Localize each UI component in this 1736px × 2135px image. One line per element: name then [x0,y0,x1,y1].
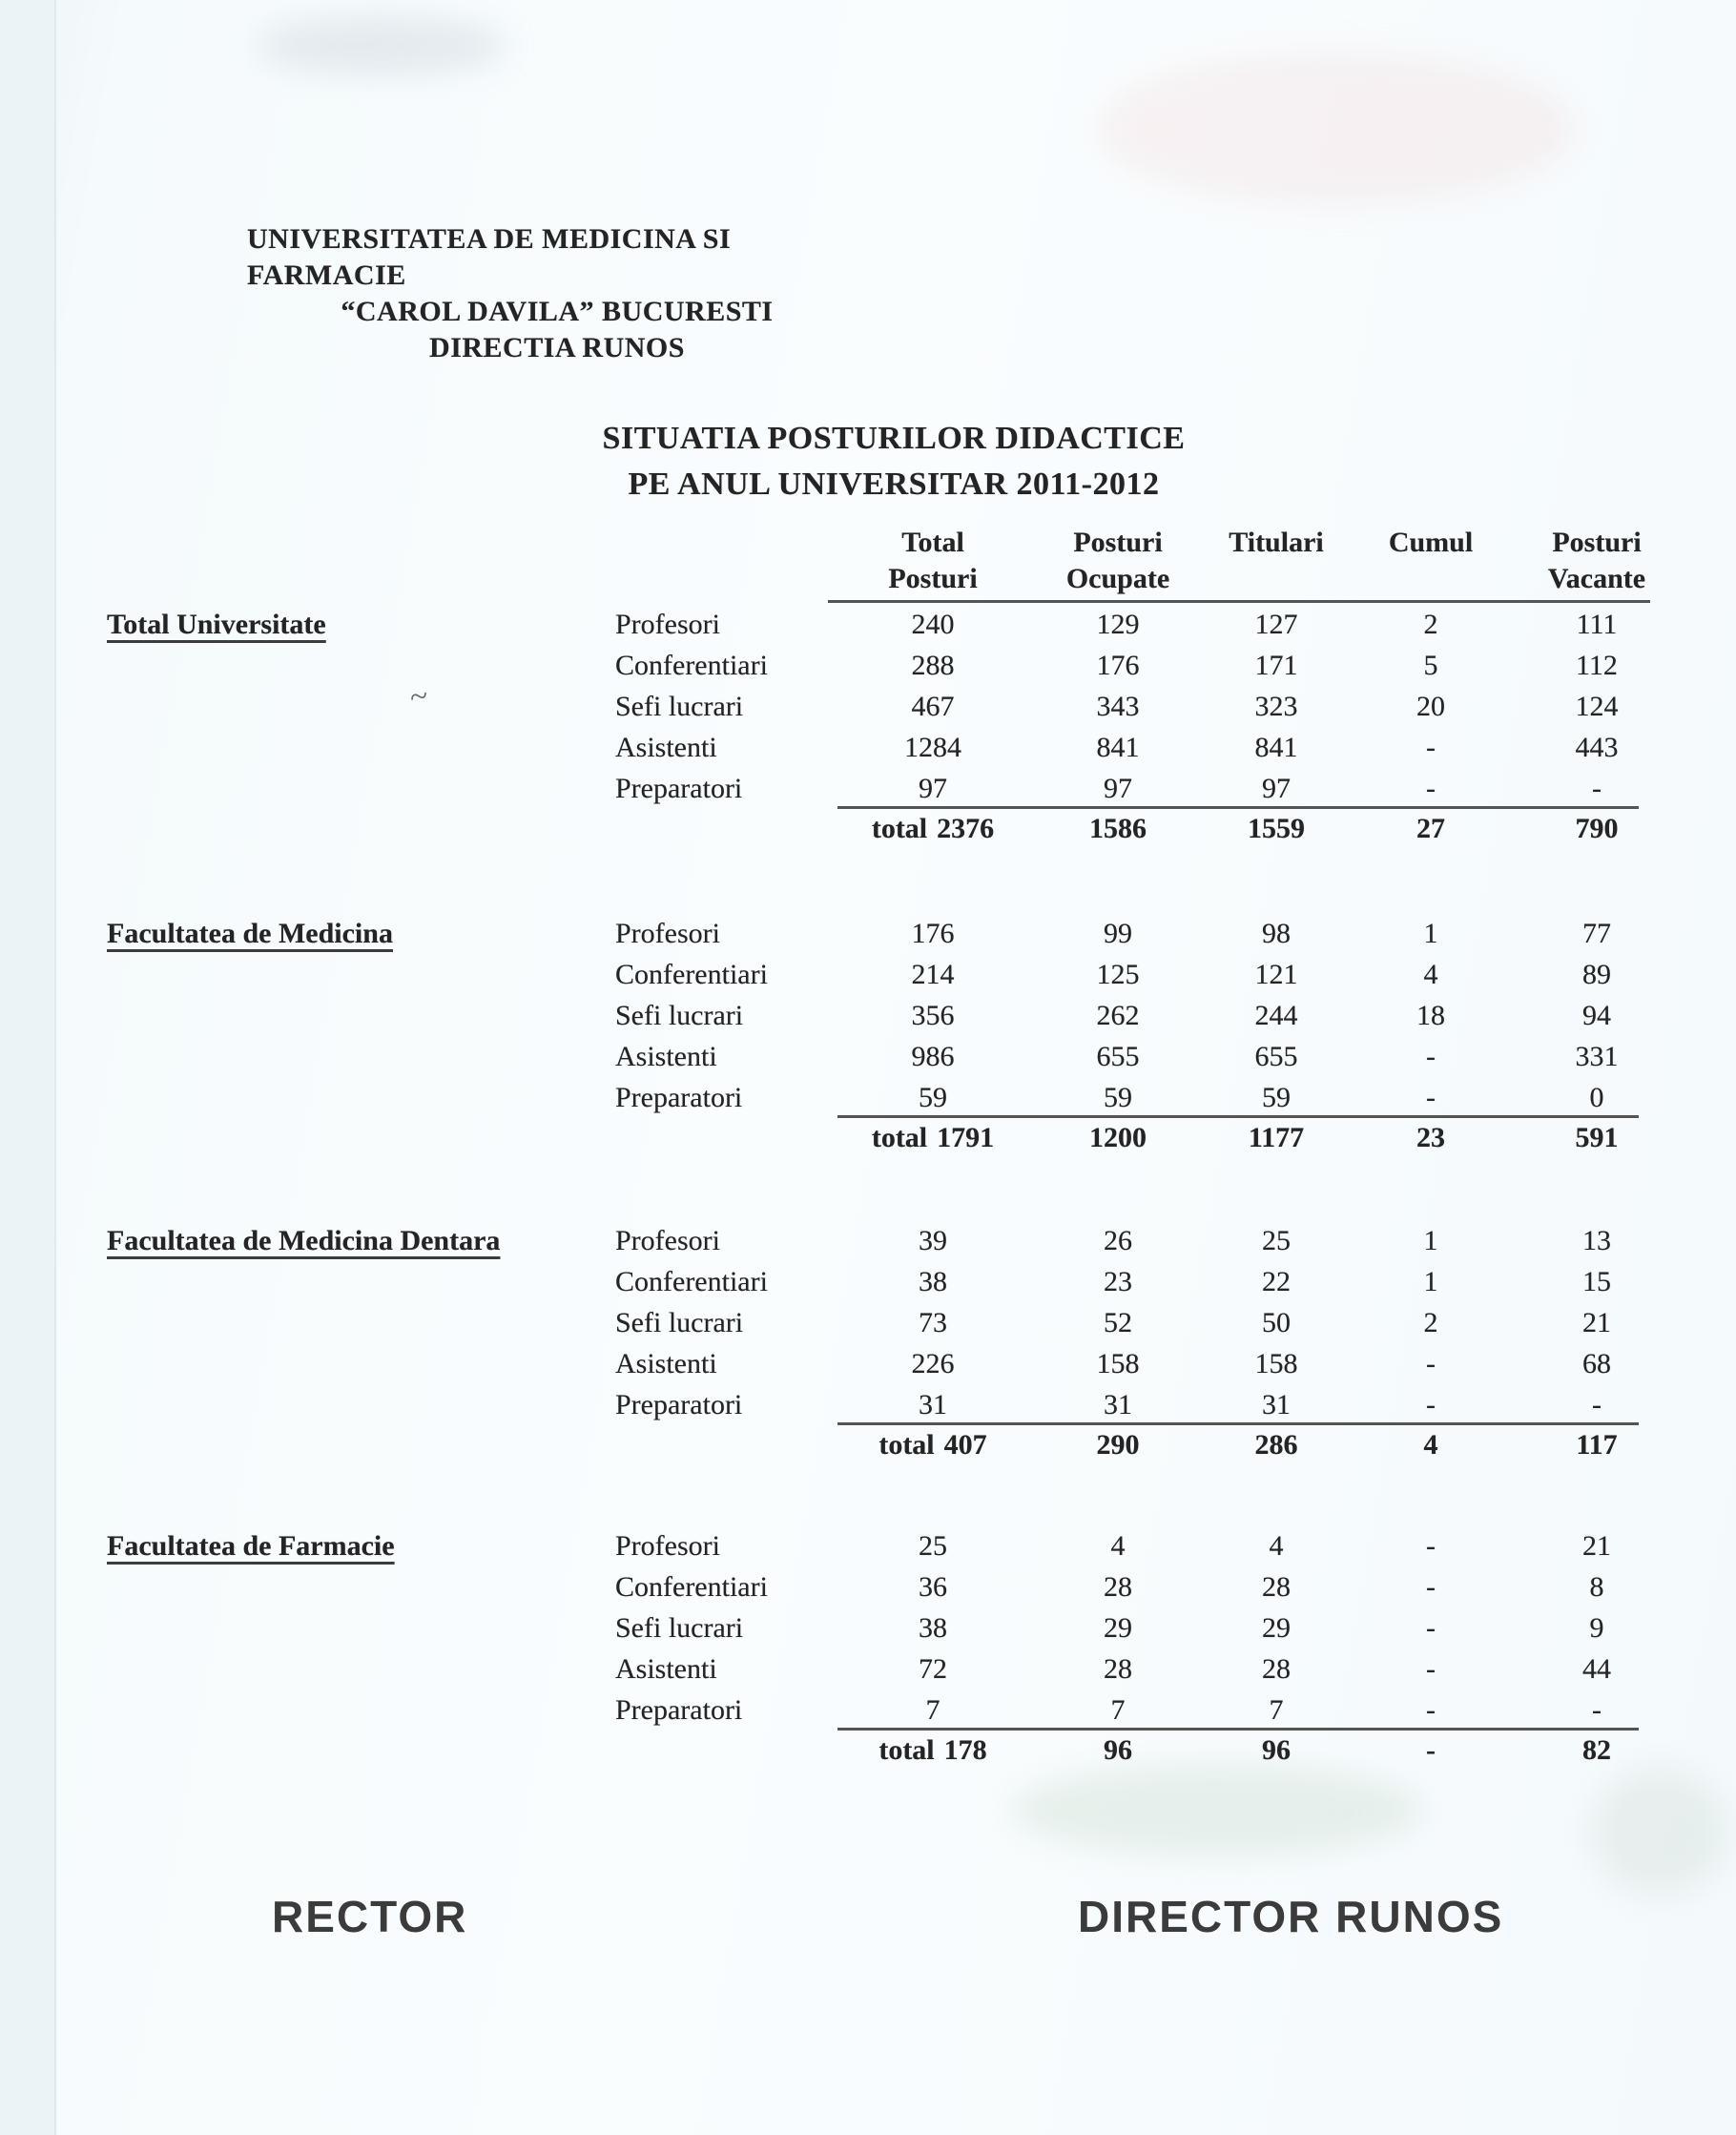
scan-smudge [1011,1765,1421,1855]
cell-posturi-vacante-total: 790 [1575,813,1619,844]
cell-posturi-ocupate: 52 [1104,1307,1132,1338]
cell-total-posturi-total [820,1122,1045,1154]
column-header-line: Cumul [1388,527,1474,558]
row-label: Preparatori [615,1082,743,1113]
cell-total-posturi-total [820,1429,1045,1461]
row-label: Asistenti [615,1348,717,1379]
cell-cumul: 18 [1416,1000,1445,1031]
cell-posturi-ocupate: 176 [1096,650,1140,681]
column-header-line: Vacante [1547,563,1646,594]
cell-titulari-total: 286 [1254,1429,1298,1461]
cell-posturi-vacante: 21 [1582,1530,1611,1562]
cell-cumul: 1 [1423,1225,1438,1256]
cell-total-posturi: 38 [919,1266,947,1297]
cell-total-posturi: 7 [925,1694,940,1726]
row-label: Conferentiari [615,959,768,990]
signature-director-runos: DIRECTOR RUNOS [1078,1892,1504,1941]
cell-posturi-ocupate: 28 [1104,1653,1132,1685]
cell-titulari: 841 [1254,732,1298,763]
cell-cumul: - [1426,1348,1436,1379]
column-header-cumul [1340,525,1521,561]
cell-posturi-ocupate: 841 [1096,732,1140,763]
column-header-line: Posturi [1073,527,1163,558]
cell-posturi-ocupate-total: 290 [1096,1429,1140,1461]
cell-posturi-ocupate-total: 1200 [1089,1122,1147,1153]
cell-posturi-ocupate-total: 96 [1104,1734,1132,1766]
cell-posturi-ocupate: 655 [1096,1041,1140,1072]
row-label: Asistenti [615,1653,717,1685]
cell-posturi-ocupate: 343 [1096,691,1140,722]
cell-titulari-total: 1177 [1248,1122,1305,1153]
cell-cumul: - [1426,1041,1436,1072]
total-word: total [878,1734,935,1766]
cell-titulari: 4 [1269,1530,1284,1562]
scan-pen-mark: ~ [407,677,430,716]
row-label: Profesori [615,1225,720,1256]
scan-smudge [258,17,506,74]
column-header-posturi-vacante [1506,525,1687,597]
cell-posturi-ocupate: 31 [1104,1389,1132,1420]
cell-total-posturi: 31 [919,1389,947,1420]
row-label: Conferentiari [615,650,768,681]
column-header-line: Ocupate [1065,563,1170,594]
table-row [0,609,1736,650]
section-title: Facultatea de Medicina [107,918,393,949]
cell-posturi-vacante: 0 [1589,1082,1604,1113]
total-word: total [878,1429,935,1461]
section-total-rule [837,1115,1639,1118]
cell-posturi-ocupate: 28 [1104,1571,1132,1603]
cell-total-posturi: 226 [911,1348,955,1379]
row-label: Preparatori [615,1694,743,1726]
cell-total-posturi: 25 [919,1530,947,1562]
cell-titulari: 50 [1262,1307,1291,1338]
table-row [0,1307,1736,1348]
cell-titulari: 97 [1262,773,1291,804]
cell-posturi-ocupate: 99 [1104,918,1132,949]
cell-total-posturi: 1284 [904,732,961,763]
cell-cumul: 1 [1423,1266,1438,1297]
cell-cumul: 4 [1423,959,1438,990]
cell-posturi-ocupate: 4 [1110,1530,1126,1562]
cell-posturi-vacante: 112 [1576,650,1618,681]
table-row [0,732,1736,773]
cell-posturi-vacante: 331 [1575,1041,1619,1072]
section-title: Facultatea de Medicina Dentara [107,1225,501,1256]
section-total-row [0,813,1736,854]
cell-posturi-ocupate: 23 [1104,1266,1132,1297]
cell-titulari: 655 [1254,1041,1298,1072]
cell-cumul: 2 [1423,1307,1438,1338]
cell-posturi-vacante: 77 [1582,918,1611,949]
cell-titulari: 22 [1262,1266,1291,1297]
table-row [0,1348,1736,1389]
cell-total-posturi: 39 [919,1225,947,1256]
document-title-line1: SITUATIA POSTURILOR DIDACTICE [602,421,1186,456]
cell-cumul: 5 [1423,650,1438,681]
scan-smudge [1593,1770,1726,1894]
section-total-row [0,1734,1736,1775]
row-label: Sefi lucrari [615,1307,744,1338]
cell-posturi-vacante-total: 82 [1582,1734,1611,1766]
cell-titulari: 25 [1262,1225,1291,1256]
scan-smudge [1097,52,1574,205]
row-label: Asistenti [615,1041,717,1072]
cell-posturi-ocupate: 97 [1104,773,1132,804]
cell-cumul: - [1426,1389,1436,1420]
cell-cumul: 20 [1416,691,1445,722]
cell-posturi-vacante: 8 [1589,1571,1604,1603]
row-label: Profesori [615,609,720,640]
cell-titulari: 244 [1254,1000,1298,1031]
cell-total-posturi: 356 [911,1000,955,1031]
cell-total-posturi: 73 [919,1307,947,1338]
cell-posturi-vacante-total: 591 [1575,1122,1619,1153]
cell-posturi-ocupate: 158 [1096,1348,1140,1379]
cell-total-posturi: 38 [919,1612,947,1644]
document-title-block [560,416,1228,508]
cell-total-posturi: 240 [911,609,955,640]
cell-posturi-vacante: 44 [1582,1653,1611,1685]
cell-titulari: 127 [1254,609,1298,640]
cell-total-posturi-total [820,813,1045,845]
row-label: Preparatori [615,1389,743,1420]
table-row [0,1653,1736,1694]
total-value: 407 [943,1429,987,1461]
cell-posturi-vacante: 68 [1582,1348,1611,1379]
section-total-row [0,1122,1736,1163]
cell-cumul: - [1426,1530,1436,1562]
cell-cumul: - [1426,1082,1436,1113]
section-total-rule [837,1728,1639,1731]
total-word: total [871,1122,928,1153]
column-header-posturi-ocupate [1027,525,1209,597]
cell-posturi-ocupate: 7 [1110,1694,1126,1726]
cell-posturi-ocupate: 26 [1104,1225,1132,1256]
row-label: Sefi lucrari [615,691,744,722]
cell-posturi-vacante: 9 [1589,1612,1604,1644]
cell-titulari: 28 [1262,1653,1291,1685]
column-header-line: Posturi [1552,527,1642,558]
header-underline-rule [828,600,1650,603]
cell-posturi-vacante: 443 [1575,732,1619,763]
cell-total-posturi: 59 [919,1082,947,1113]
cell-titulari: 171 [1254,650,1298,681]
row-label: Conferentiari [615,1571,768,1603]
cell-titulari: 59 [1262,1082,1291,1113]
row-label: Preparatori [615,773,743,804]
table-row [0,650,1736,691]
cell-titulari: 28 [1262,1571,1291,1603]
signature-rector: RECTOR [272,1892,468,1941]
column-header-total-posturi [842,525,1023,597]
section-title: Facultatea de Farmacie [107,1530,395,1562]
row-label: Asistenti [615,732,717,763]
cell-total-posturi-total [820,1734,1045,1767]
cell-posturi-ocupate: 125 [1096,959,1140,990]
cell-posturi-ocupate: 129 [1096,609,1140,640]
column-header-line: Posturi [888,563,978,594]
cell-cumul: - [1426,1653,1436,1685]
cell-titulari-total: 1559 [1248,813,1305,844]
cell-cumul: - [1426,732,1436,763]
row-label: Profesori [615,1530,720,1562]
org-header-block [247,221,867,366]
cell-total-posturi: 214 [911,959,955,990]
cell-titulari: 121 [1254,959,1298,990]
cell-posturi-vacante: 13 [1582,1225,1611,1256]
table-row [0,1530,1736,1571]
cell-posturi-ocupate: 59 [1104,1082,1132,1113]
org-name: UNIVERSITATEA DE MEDICINA SI FARMACIE [247,223,732,291]
column-header-line: Total [901,527,964,558]
section-total-row [0,1429,1736,1470]
cell-posturi-vacante: 124 [1575,691,1619,722]
table-row [0,691,1736,732]
cell-total-posturi: 288 [911,650,955,681]
total-word: total [871,813,928,844]
cell-cumul-total: 27 [1416,813,1445,844]
cell-cumul-total: 23 [1416,1122,1445,1153]
cell-posturi-ocupate-total: 1586 [1089,813,1147,844]
cell-posturi-vacante: 89 [1582,959,1611,990]
section-title: Total Universitate [107,609,326,640]
cell-posturi-vacante: - [1592,1694,1602,1726]
org-branch: “CAROL DAVILA” BUCURESTI [341,296,774,327]
cell-posturi-vacante-total: 117 [1576,1429,1618,1461]
cell-cumul: - [1426,1694,1436,1726]
document-title-line2: PE ANUL UNIVERSITAR 2011-2012 [628,466,1160,502]
cell-total-posturi: 176 [911,918,955,949]
cell-cumul: - [1426,773,1436,804]
cell-posturi-vacante: 94 [1582,1000,1611,1031]
cell-posturi-ocupate: 262 [1096,1000,1140,1031]
table-row [0,1612,1736,1653]
cell-titulari: 31 [1262,1389,1291,1420]
cell-titulari: 98 [1262,918,1291,949]
cell-cumul-total: 4 [1423,1429,1438,1461]
column-header-line: Titulari [1229,527,1324,558]
table-row [0,1000,1736,1041]
cell-titulari: 7 [1269,1694,1284,1726]
cell-posturi-vacante: 15 [1582,1266,1611,1297]
cell-titulari: 158 [1254,1348,1298,1379]
total-value: 178 [943,1734,987,1766]
cell-cumul: 2 [1423,609,1438,640]
cell-titulari: 323 [1254,691,1298,722]
row-label: Profesori [615,918,720,949]
row-label: Conferentiari [615,1266,768,1297]
table-row [0,1266,1736,1307]
cell-titulari-total: 96 [1262,1734,1291,1766]
cell-titulari: 29 [1262,1612,1291,1644]
section-total-rule [837,1422,1639,1425]
cell-posturi-vacante: 21 [1582,1307,1611,1338]
cell-total-posturi: 36 [919,1571,947,1603]
table-row [0,918,1736,959]
cell-posturi-vacante: 111 [1576,609,1618,640]
cell-posturi-ocupate: 29 [1104,1612,1132,1644]
total-value: 2376 [937,813,995,844]
cell-total-posturi: 986 [911,1041,955,1072]
cell-posturi-vacante: - [1592,773,1602,804]
org-department: DIRECTIA RUNOS [429,332,685,363]
table-row [0,1041,1736,1082]
table-row [0,959,1736,1000]
cell-posturi-vacante: - [1592,1389,1602,1420]
row-label: Sefi lucrari [615,1612,744,1644]
row-label: Sefi lucrari [615,1000,744,1031]
cell-total-posturi: 72 [919,1653,947,1685]
table-row [0,1225,1736,1266]
table-row [0,1571,1736,1612]
cell-cumul: - [1426,1612,1436,1644]
section-total-rule [837,806,1639,809]
cell-cumul-total: - [1426,1734,1436,1766]
total-value: 1791 [937,1122,995,1153]
cell-total-posturi: 467 [911,691,955,722]
cell-cumul: 1 [1423,918,1438,949]
cell-total-posturi: 97 [919,773,947,804]
cell-cumul: - [1426,1571,1436,1603]
